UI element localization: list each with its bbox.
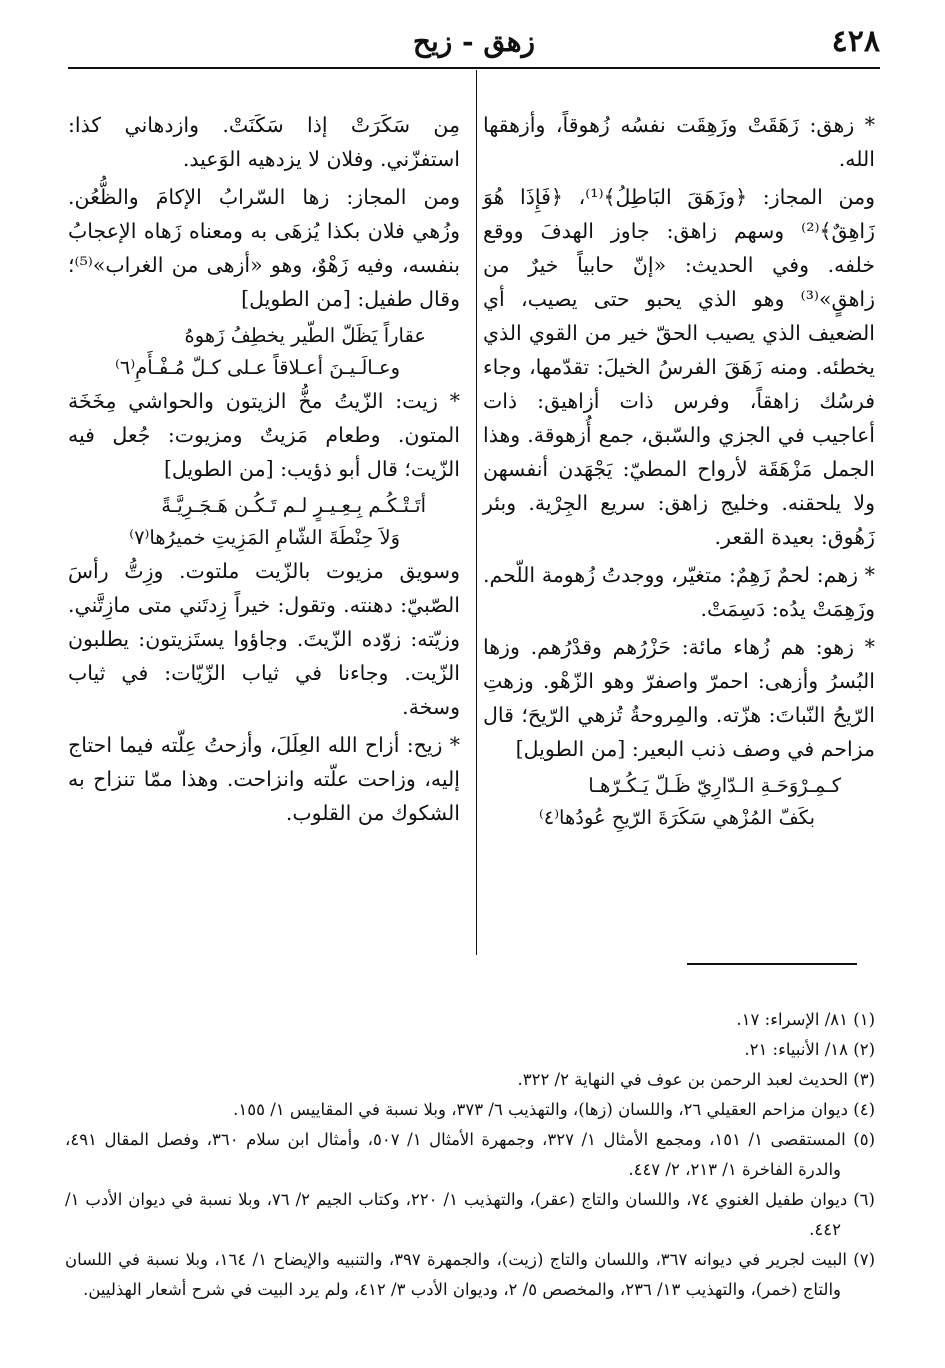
running-title: زهق - زيح	[412, 25, 536, 58]
footnote-2: (٢) ١٨/ الأنبياء: ٢١.	[744, 1040, 875, 1059]
entry-zahw-majaz: ومن المجاز: زها السّرابُ الإكامَ والظُّعُن. وزُهي فلان بكذا يُزهَى به ومعناه زَهاه الإعجابُ بنفسه، وفيه زَهْوٌ، وهو «أزهى من الغراب»⁽⁵⁾؛ وقال طفيل: [من الطويل]	[68, 185, 460, 311]
entry-zayt-cont: وسويق مزيوت بالزّيت ملتوت. وزِتُّ رأسَ الصّبيّ: دهنته. وتقول: خيراً زِدتَني متى مازِتَّني. وزيّته: زوّده الزّيتَ. وجاؤوا يستَزيتون: يطلبون الزّيت. وجاءنا في ثياب الزّيّات: في ثياب وسخة.	[68, 559, 460, 719]
footnote-5: (٥) المستقصى ١/ ١٥١، ومجمع الأمثال ١/ ٣٢٧، وجمهرة الأمثال ١/ ٥٠٧، وأمثال ابن سلام ٣٦٠، وفصل المقال ٤٩١، والدرة الفاخرة ١/ ٢١٣، ٢/ ٤٤٧.	[65, 1130, 876, 1179]
page-header	[68, 22, 880, 66]
verse-tufayl-line-1: عقاراً يَظَلّ الطّير يخطِفُ زَهوهُ	[184, 324, 426, 347]
left-column	[68, 108, 460, 834]
footnote-1: (١) ٨١/ الإسراء: ١٧.	[736, 1010, 875, 1029]
verse-tufayl-line-2: وعـالَـيـنَ أعـلاقاً عـلى كـلّ مُـفْـأَمِ⁽٦⁾	[115, 356, 400, 379]
header-rule	[68, 67, 880, 69]
footnote-rule	[687, 963, 857, 965]
column-divider	[476, 70, 477, 955]
entry-zahaqa-majaz: ومن المجاز: ﴿وزَهَقَ البَاطِلُ﴾⁽¹⁾، ﴿فَإِذَا هُوَ زَاهِقٌ﴾⁽²⁾ وسهم زاهق: جاوز الهدفَ ووقع خلفه. وفي الحديث: «إنّ حابياً خيرٌ من زاهقٍ»⁽³⁾ وهو الذي يحبو حتى يصيب، أي الضعيف الذي يصيب الحقّ خير من القوي الذي يخطئه. ومنه زَهَقَ الفرسُ الخيلَ: تقدّمها، وجاء فرسُك زاهقاً، وفرس ذات أزاهيق: ذات أعاجيب في الجزي والسّبق، جمع أُزهوقة. وهذا الجمل مَزْهَقَة لأرواح المطيّ: يَجْهَدن أنفسهن ولا يلحقنه. وخليج زاهق: سريع الجِرْية. وبئر زَهُوق: بعيدة القعر.	[483, 185, 876, 549]
entry-zahw-cont: مِن سَكَرَتْ إذا سَكَنَتْ. وازدهاني كذا: استفزّني. وفلان لا يزدهيه الوَعيد.	[68, 113, 460, 171]
footnotes	[65, 1005, 875, 1305]
footnote-3: (٣) الحديث لعبد الرحمن بن عوف في النهاية ٢/ ٣٢٢.	[517, 1070, 875, 1089]
right-column	[483, 108, 875, 834]
entry-zahw: * زهو: هم زُهاء مائة: حَزْرُهم وقدْرُهم. وزها البُسرُ وأزهى: احمرّ واصفرّ وهو الزّهْو. وزهتِ الرّيحُ النّباتَ: هزّته. والمِروحةُ تُزهي الرّيحَ؛ قال مزاحم في وصف ذنب البعير: [من الطويل]	[483, 635, 875, 761]
verse-abu-dhuayb-line-2: وَلاَ حِنْطَةَ الشّامِ المَزِيتِ خميرُها⁽٧⁾	[129, 526, 400, 549]
verse-line-1: كـمِـرْوَحَـةِ الـدّارِيّ ظَـلّ يَـكُـرّهـا	[588, 774, 841, 797]
page-number: ٤٢٨	[831, 24, 880, 59]
verse-line-2: بكَفّ المُزْهي سَكَرَةَ الرّيحِ عُودُها⁽٤⁾	[538, 806, 815, 829]
verse-abu-dhuayb-line-1: أتَـتْـكُـم بِـعِـيـرٍ لـم تَـكُـن هَـجَـرِيَّـةً	[161, 494, 426, 517]
footnote-7: (٧) البيت لجرير في ديوانه ٣٦٧، واللسان والتاج (زيت)، والجمهرة ٣٩٧، والتنبيه والإيضاح ١/ ١٦٤، وبلا نسبة في اللسان والتاج (خمر)، والتهذيب ١٣/ ٢٣٦، والمخصص ٥/ ٢، وديوان الأدب ٣/ ٤١٢، ولم يرد البيت في شرح أشعار الهذليين.	[65, 1250, 876, 1299]
footnote-4: (٤) ديوان مزاحم العقيلي ٢٦، واللسان (زها)، والتهذيب ٦/ ٣٧٣، وبلا نسبة في المقاييس ١/ ١٥٥.	[233, 1100, 875, 1119]
entry-zahim: * زهم: لحمٌ زَهِمٌ: متغيّر، ووجدتُ زُهومة اللّحم. وزَهِمَتْ يدُه: دَسِمَتْ.	[483, 563, 875, 621]
footnote-6: (٦) ديوان طفيل الغنوي ٧٤، واللسان والتاج (عقر)، والتهذيب ١/ ٢٢٠، وكتاب الجيم ٢/ ٧٦، وبلا نسبة في ديوان الأدب ١/ ٤٤٢.	[65, 1190, 875, 1239]
entry-zayh: * زيح: أزاح الله العِلَلَ، وأزحتُ عِلّته فيما احتاج إليه، وزاحت علّته وانزاحت. وهذا ممّا تنزاح به الشكوك من القلوب.	[68, 733, 460, 825]
entry-zayt: * زيت: الزّيتُ مخُّ الزيتون والحواشي مِخَخَة المتون. وطعام مَزيتٌ ومزيوت: جُعل فيه الزّيت؛ قال أبو ذؤيب: [من الطويل]	[68, 389, 460, 481]
entry-zahaqa: * زهق: زَهَقَتْ وزَهِقَت نفسُه زُهوقاً، وأزهقها الله.	[483, 113, 875, 171]
